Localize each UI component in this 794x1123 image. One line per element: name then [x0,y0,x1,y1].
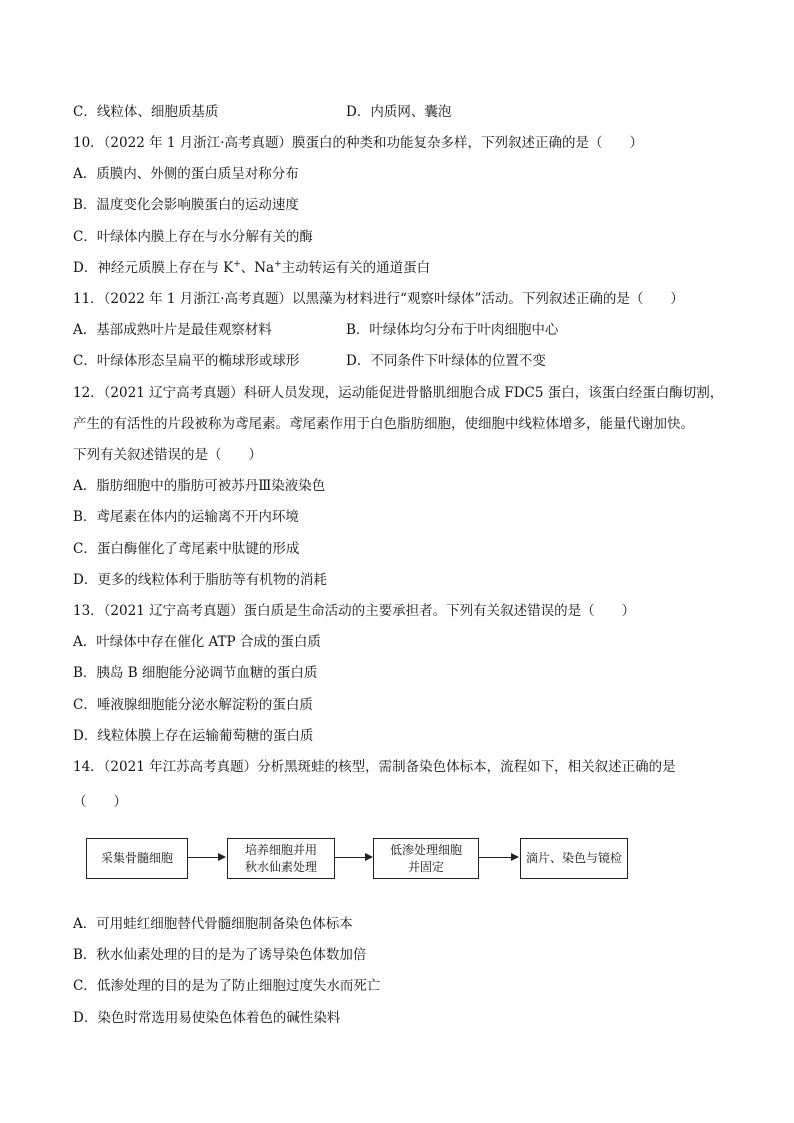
flow-arrow-3 [479,857,517,858]
q13-option-a: A．叶绿体中存在催化 ATP 合成的蛋白质 [73,634,321,650]
flow-step4-label: 滴片、染色与镜检 [525,851,622,865]
flow-step-hypotonic-fix [373,838,479,879]
flow-step1-label: 采集骨髓细胞 [100,851,173,865]
q12-stem-line2: 产生的有活性的片段被称为鸢尾素。鸢尾素作用于白色脂肪细胞，使细胞中线粒体增多，能量代谢加快。 [73,416,694,432]
q9-option-d: D．内质网、囊泡 [346,104,452,120]
flow-step3-line2: 并固定 [407,859,444,874]
q11-option-c: C．叶绿体形态呈扁平的椭球形或球形 [73,353,300,369]
q14-option-c: C．低渗处理的目的是为了防止细胞过度失水而死亡 [73,978,381,994]
q13-option-d: D．线粒体膜上存在运输葡萄糖的蛋白质 [73,728,314,744]
q11-option-d: D．不同条件下叶绿体的位置不变 [346,353,546,369]
q10-option-c: C．叶绿体内膜上存在与水分解有关的酶 [73,229,313,245]
q12-option-c: C．蛋白酶催化了鸢尾素中肽键的形成 [73,541,300,557]
flow-step-culture-colchicine [227,838,335,879]
potassium-charge: + [233,259,241,270]
q13-option-b: B．胰岛 B 细胞能分泌调节血糖的蛋白质 [73,665,318,681]
flow-arrow-2 [335,857,371,858]
flow-step2-line1: 培养细胞并用 [244,842,317,857]
q10-option-d-part3: 主动转运有关的通道蛋白 [281,260,431,276]
q11-stem: 11．（2022 年 1 月浙江·高考真题）以黑藻为材料进行“观察叶绿体”活动。下列叙述正确的是（ ） [73,291,684,307]
q10-option-d-part2: 、Na [240,260,275,276]
q10-option-d [73,258,430,278]
flow-step2-line2: 秋水仙素处理 [244,859,317,874]
q13-option-c: C．唾液腺细胞能分泌水解淀粉的蛋白质 [73,697,313,713]
q14-stem-line1: 14．（2021 年江苏高考真题）分析黑斑蛙的核型，需制备染色体标本，流程如下，相关叙述正确的是 [73,759,676,775]
q10-option-b: B．温度变化会影响膜蛋白的运动速度 [73,197,299,213]
sodium-charge: + [274,259,282,270]
q13-stem: 13．（2021 辽宁高考真题）蛋白质是生命活动的主要承担者。下列有关叙述错误的是（ ） [73,603,636,619]
q14-option-b: B．秋水仙素处理的目的是为了诱导染色体数加倍 [73,947,367,963]
q12-option-a: A．脂肪细胞中的脂肪可被苏丹Ⅲ染液染色 [73,478,326,494]
q14-option-a: A．可用蛙红细胞替代骨髓细胞制备染色体标本 [73,916,353,932]
q10-stem: 10．（2022 年 1 月浙江·高考真题）膜蛋白的种类和功能复杂多样，下列叙述正确的是（ ） [73,135,644,151]
flow-arrow-1 [188,857,224,858]
flow-step3-line1: 低渗处理细胞 [389,842,462,857]
q14-stem-line2: （ ） [73,794,127,810]
q11-option-b: B．叶绿体均匀分布于叶肉细胞中心 [346,322,559,338]
q12-option-d: D．更多的线粒体利于脂肪等有机物的消耗 [73,572,327,588]
q12-option-b: B．鸢尾素在体内的运输离不开内环境 [73,509,299,525]
q14-option-d: D．染色时常选用易使染色体着色的碱性染料 [73,1010,341,1026]
flow-step-collect-bone-marrow [86,838,188,879]
q10-option-d-part1: D．神经元质膜上存在与 K [73,260,234,276]
q10-option-a: A．质膜内、外侧的蛋白质呈对称分布 [73,166,299,182]
q11-option-a: A．基部成熟叶片是最佳观察材料 [73,322,272,338]
q12-stem-line1: 12．（2021 辽宁高考真题）科研人员发现，运动能促进骨骼肌细胞合成 FDC5 蛋白，该蛋白经蛋白酶切割， [73,385,724,401]
flow-step-drop-stain-microscope [520,838,628,879]
q9-option-c: C．线粒体、细胞质基质 [73,104,219,120]
q12-stem-line3: 下列有关叙述错误的是（ ） [73,447,262,463]
